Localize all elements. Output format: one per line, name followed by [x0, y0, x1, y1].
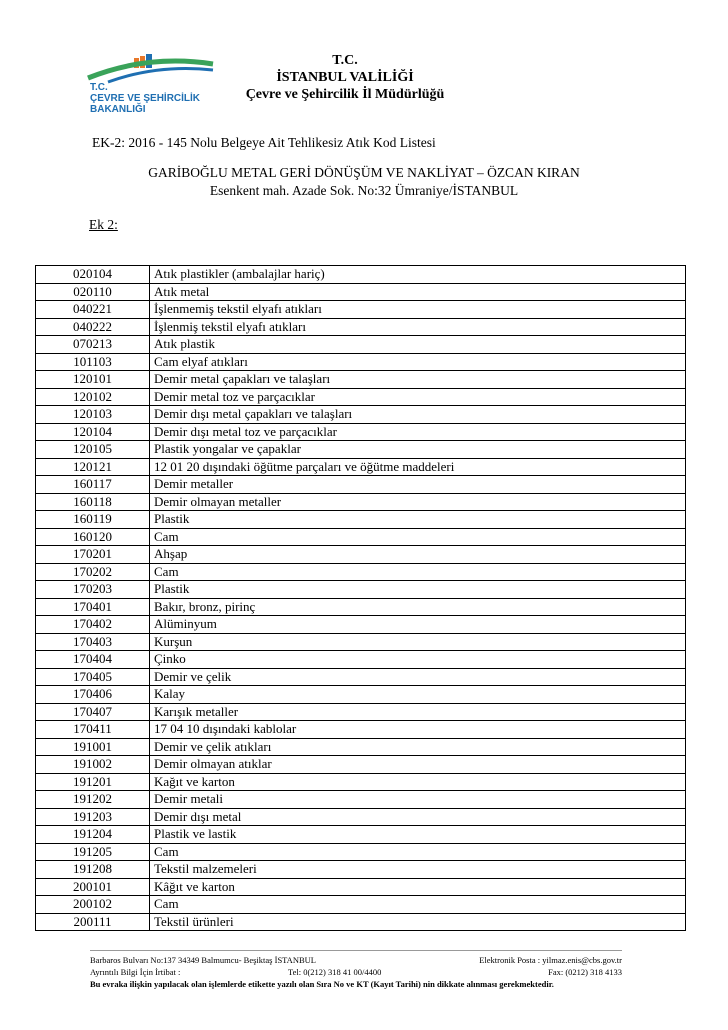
table-row: [36, 563, 686, 581]
waste-code-cell: 040222: [36, 318, 150, 336]
waste-description-cell: Atık plastik: [150, 336, 686, 354]
table-row: [36, 353, 686, 371]
waste-description-cell: Kağıt ve karton: [150, 773, 686, 791]
waste-description-cell: Cam: [150, 843, 686, 861]
waste-description-cell: 17 04 10 dışındaki kablolar: [150, 721, 686, 739]
waste-description-cell: Demir metal toz ve parçacıklar: [150, 388, 686, 406]
table-row: [36, 913, 686, 931]
waste-code-cell: 120121: [36, 458, 150, 476]
table-row: [36, 441, 686, 459]
table-row: [36, 703, 686, 721]
waste-code-cell: 170406: [36, 686, 150, 704]
waste-code-cell: 020104: [36, 266, 150, 284]
header-directorate: Çevre ve Şehircilik İl Müdürlüğü: [245, 87, 445, 102]
waste-description-cell: Atık plastikler (ambalajlar hariç): [150, 266, 686, 284]
table-row: [36, 458, 686, 476]
waste-description-cell: Ahşap: [150, 546, 686, 564]
waste-code-cell: 040221: [36, 301, 150, 319]
waste-description-cell: Cam elyaf atıkları: [150, 353, 686, 371]
table-row: [36, 756, 686, 774]
waste-description-cell: Demir dışı metal çapakları ve talaşları: [150, 406, 686, 424]
waste-description-cell: Kurşun: [150, 633, 686, 651]
waste-description-cell: Plastik: [150, 511, 686, 529]
waste-code-cell: 191204: [36, 826, 150, 844]
waste-description-cell: İşlenmemiş tekstil elyafı atıkları: [150, 301, 686, 319]
table-row: [36, 633, 686, 651]
table-row: [36, 721, 686, 739]
logo-line-ministry: ÇEVRE VE ŞEHİRCİLİK: [90, 93, 201, 104]
table-row: [36, 371, 686, 389]
waste-description-cell: İşlenmiş tekstil elyafı atıkları: [150, 318, 686, 336]
footer-info: Ayrıntılı Bilgi İçin İrtibat :: [90, 967, 181, 977]
waste-description-cell: Plastik ve lastik: [150, 826, 686, 844]
waste-code-cell: 120105: [36, 441, 150, 459]
waste-description-cell: Alüminyum: [150, 616, 686, 634]
waste-code-cell: 170201: [36, 546, 150, 564]
waste-description-cell: Plastik: [150, 581, 686, 599]
waste-description-cell: Demir metal çapakları ve talaşları: [150, 371, 686, 389]
table-row: [36, 406, 686, 424]
waste-code-cell: 170404: [36, 651, 150, 669]
table-row: [36, 423, 686, 441]
waste-code-cell: 191202: [36, 791, 150, 809]
waste-description-cell: Kâğıt ve karton: [150, 878, 686, 896]
table-row: [36, 878, 686, 896]
footer-fax: Fax: (0212) 318 4133: [548, 967, 622, 977]
waste-description-cell: Bakır, bronz, pirinç: [150, 598, 686, 616]
waste-code-cell: 191002: [36, 756, 150, 774]
table-row: [36, 546, 686, 564]
footer-email: Elektronik Posta : yilmaz.enis@cbs.gov.tr: [479, 955, 622, 965]
table-row: [36, 861, 686, 879]
waste-description-cell: Demir ve çelik atıkları: [150, 738, 686, 756]
waste-code-cell: 191208: [36, 861, 150, 879]
waste-description-cell: Demir metali: [150, 791, 686, 809]
waste-code-cell: 200111: [36, 913, 150, 931]
table-row: [36, 581, 686, 599]
table-row: [36, 616, 686, 634]
waste-description-cell: Tekstil malzemeleri: [150, 861, 686, 879]
waste-code-cell: 160120: [36, 528, 150, 546]
table-row: [36, 388, 686, 406]
table-row: [36, 493, 686, 511]
table-row: [36, 598, 686, 616]
table-row: [36, 808, 686, 826]
table-row: [36, 843, 686, 861]
waste-code-cell: 120101: [36, 371, 150, 389]
waste-description-cell: Demir olmayan atıklar: [150, 756, 686, 774]
table-row: [36, 791, 686, 809]
table-row: [36, 511, 686, 529]
company-name: GARİBOĞLU METAL GERİ DÖNÜŞÜM VE NAKLİYAT – ÖZCAN KIRAN: [148, 165, 580, 180]
waste-description-cell: Demir olmayan metaller: [150, 493, 686, 511]
waste-description-cell: Karışık metaller: [150, 703, 686, 721]
waste-code-table: [35, 265, 686, 931]
table-row: [36, 476, 686, 494]
logo-line-bakanlik: BAKANLIĞI: [90, 104, 146, 115]
company-address: Esenkent mah. Azade Sok. No:32 Ümraniye/İSTANBUL: [209, 183, 519, 198]
waste-description-cell: Kalay: [150, 686, 686, 704]
table-row: [36, 301, 686, 319]
waste-code-cell: 101103: [36, 353, 150, 371]
waste-code-cell: 170407: [36, 703, 150, 721]
waste-description-cell: 12 01 20 dışındaki öğütme parçaları ve öğütme maddeleri: [150, 458, 686, 476]
waste-description-cell: Demir ve çelik: [150, 668, 686, 686]
waste-code-cell: 200101: [36, 878, 150, 896]
waste-description-cell: Demir dışı metal: [150, 808, 686, 826]
document-title: EK-2: 2016 - 145 Nolu Belgeye Ait Tehlikesiz Atık Kod Listesi: [92, 135, 436, 150]
waste-code-cell: 191201: [36, 773, 150, 791]
header-tc: T.C.: [332, 53, 358, 68]
waste-code-cell: 191205: [36, 843, 150, 861]
waste-code-cell: 170402: [36, 616, 150, 634]
waste-code-cell: 160117: [36, 476, 150, 494]
footer-notice: Bu evraka ilişkin yapılacak olan işlemlerde etikette yazılı olan Sıra No ve KT (Kayıt Tarihi) nin dikkate alınması gerekmektedir.: [90, 979, 554, 989]
table-row: [36, 336, 686, 354]
waste-description-cell: Cam: [150, 528, 686, 546]
table-row: [36, 651, 686, 669]
waste-description-cell: Demir metaller: [150, 476, 686, 494]
waste-code-cell: 170405: [36, 668, 150, 686]
waste-code-cell: 070213: [36, 336, 150, 354]
logo-graphic-icon: [78, 52, 218, 86]
table-row: [36, 668, 686, 686]
table-row: [36, 266, 686, 284]
table-row: [36, 826, 686, 844]
waste-description-cell: Cam: [150, 563, 686, 581]
waste-code-cell: 170403: [36, 633, 150, 651]
ministry-logo: [78, 52, 218, 122]
waste-code-cell: 191203: [36, 808, 150, 826]
waste-code-cell: 200102: [36, 896, 150, 914]
table-row: [36, 528, 686, 546]
waste-code-cell: 170203: [36, 581, 150, 599]
annex-label: Ek 2:: [89, 217, 118, 232]
waste-code-cell: 120102: [36, 388, 150, 406]
table-row: [36, 318, 686, 336]
table-row: [36, 686, 686, 704]
waste-code-cell: 191001: [36, 738, 150, 756]
logo-line-tc: T.C.: [90, 82, 108, 93]
waste-description-cell: Çinko: [150, 651, 686, 669]
waste-code-cell: 160118: [36, 493, 150, 511]
table-row: [36, 896, 686, 914]
footer-tel: Tel: 0(212) 318 41 00/4400: [288, 967, 382, 977]
waste-description-cell: Plastik yongalar ve çapaklar: [150, 441, 686, 459]
table-row: [36, 283, 686, 301]
waste-code-cell: 170401: [36, 598, 150, 616]
waste-code-cell: 170411: [36, 721, 150, 739]
waste-code-cell: 160119: [36, 511, 150, 529]
waste-code-cell: 170202: [36, 563, 150, 581]
waste-description-cell: Cam: [150, 896, 686, 914]
waste-description-cell: Demir dışı metal toz ve parçacıklar: [150, 423, 686, 441]
waste-description-cell: Atık metal: [150, 283, 686, 301]
waste-code-cell: 020110: [36, 283, 150, 301]
footer-divider: [90, 950, 622, 951]
header-governorship: İSTANBUL VALİLİĞİ: [276, 70, 414, 85]
waste-code-cell: 120103: [36, 406, 150, 424]
waste-code-cell: 120104: [36, 423, 150, 441]
footer-address: Barbaros Bulvarı No:137 34349 Balmumcu- Beşiktaş İSTANBUL: [90, 955, 316, 965]
waste-description-cell: Tekstil ürünleri: [150, 913, 686, 931]
table-row: [36, 773, 686, 791]
table-row: [36, 738, 686, 756]
